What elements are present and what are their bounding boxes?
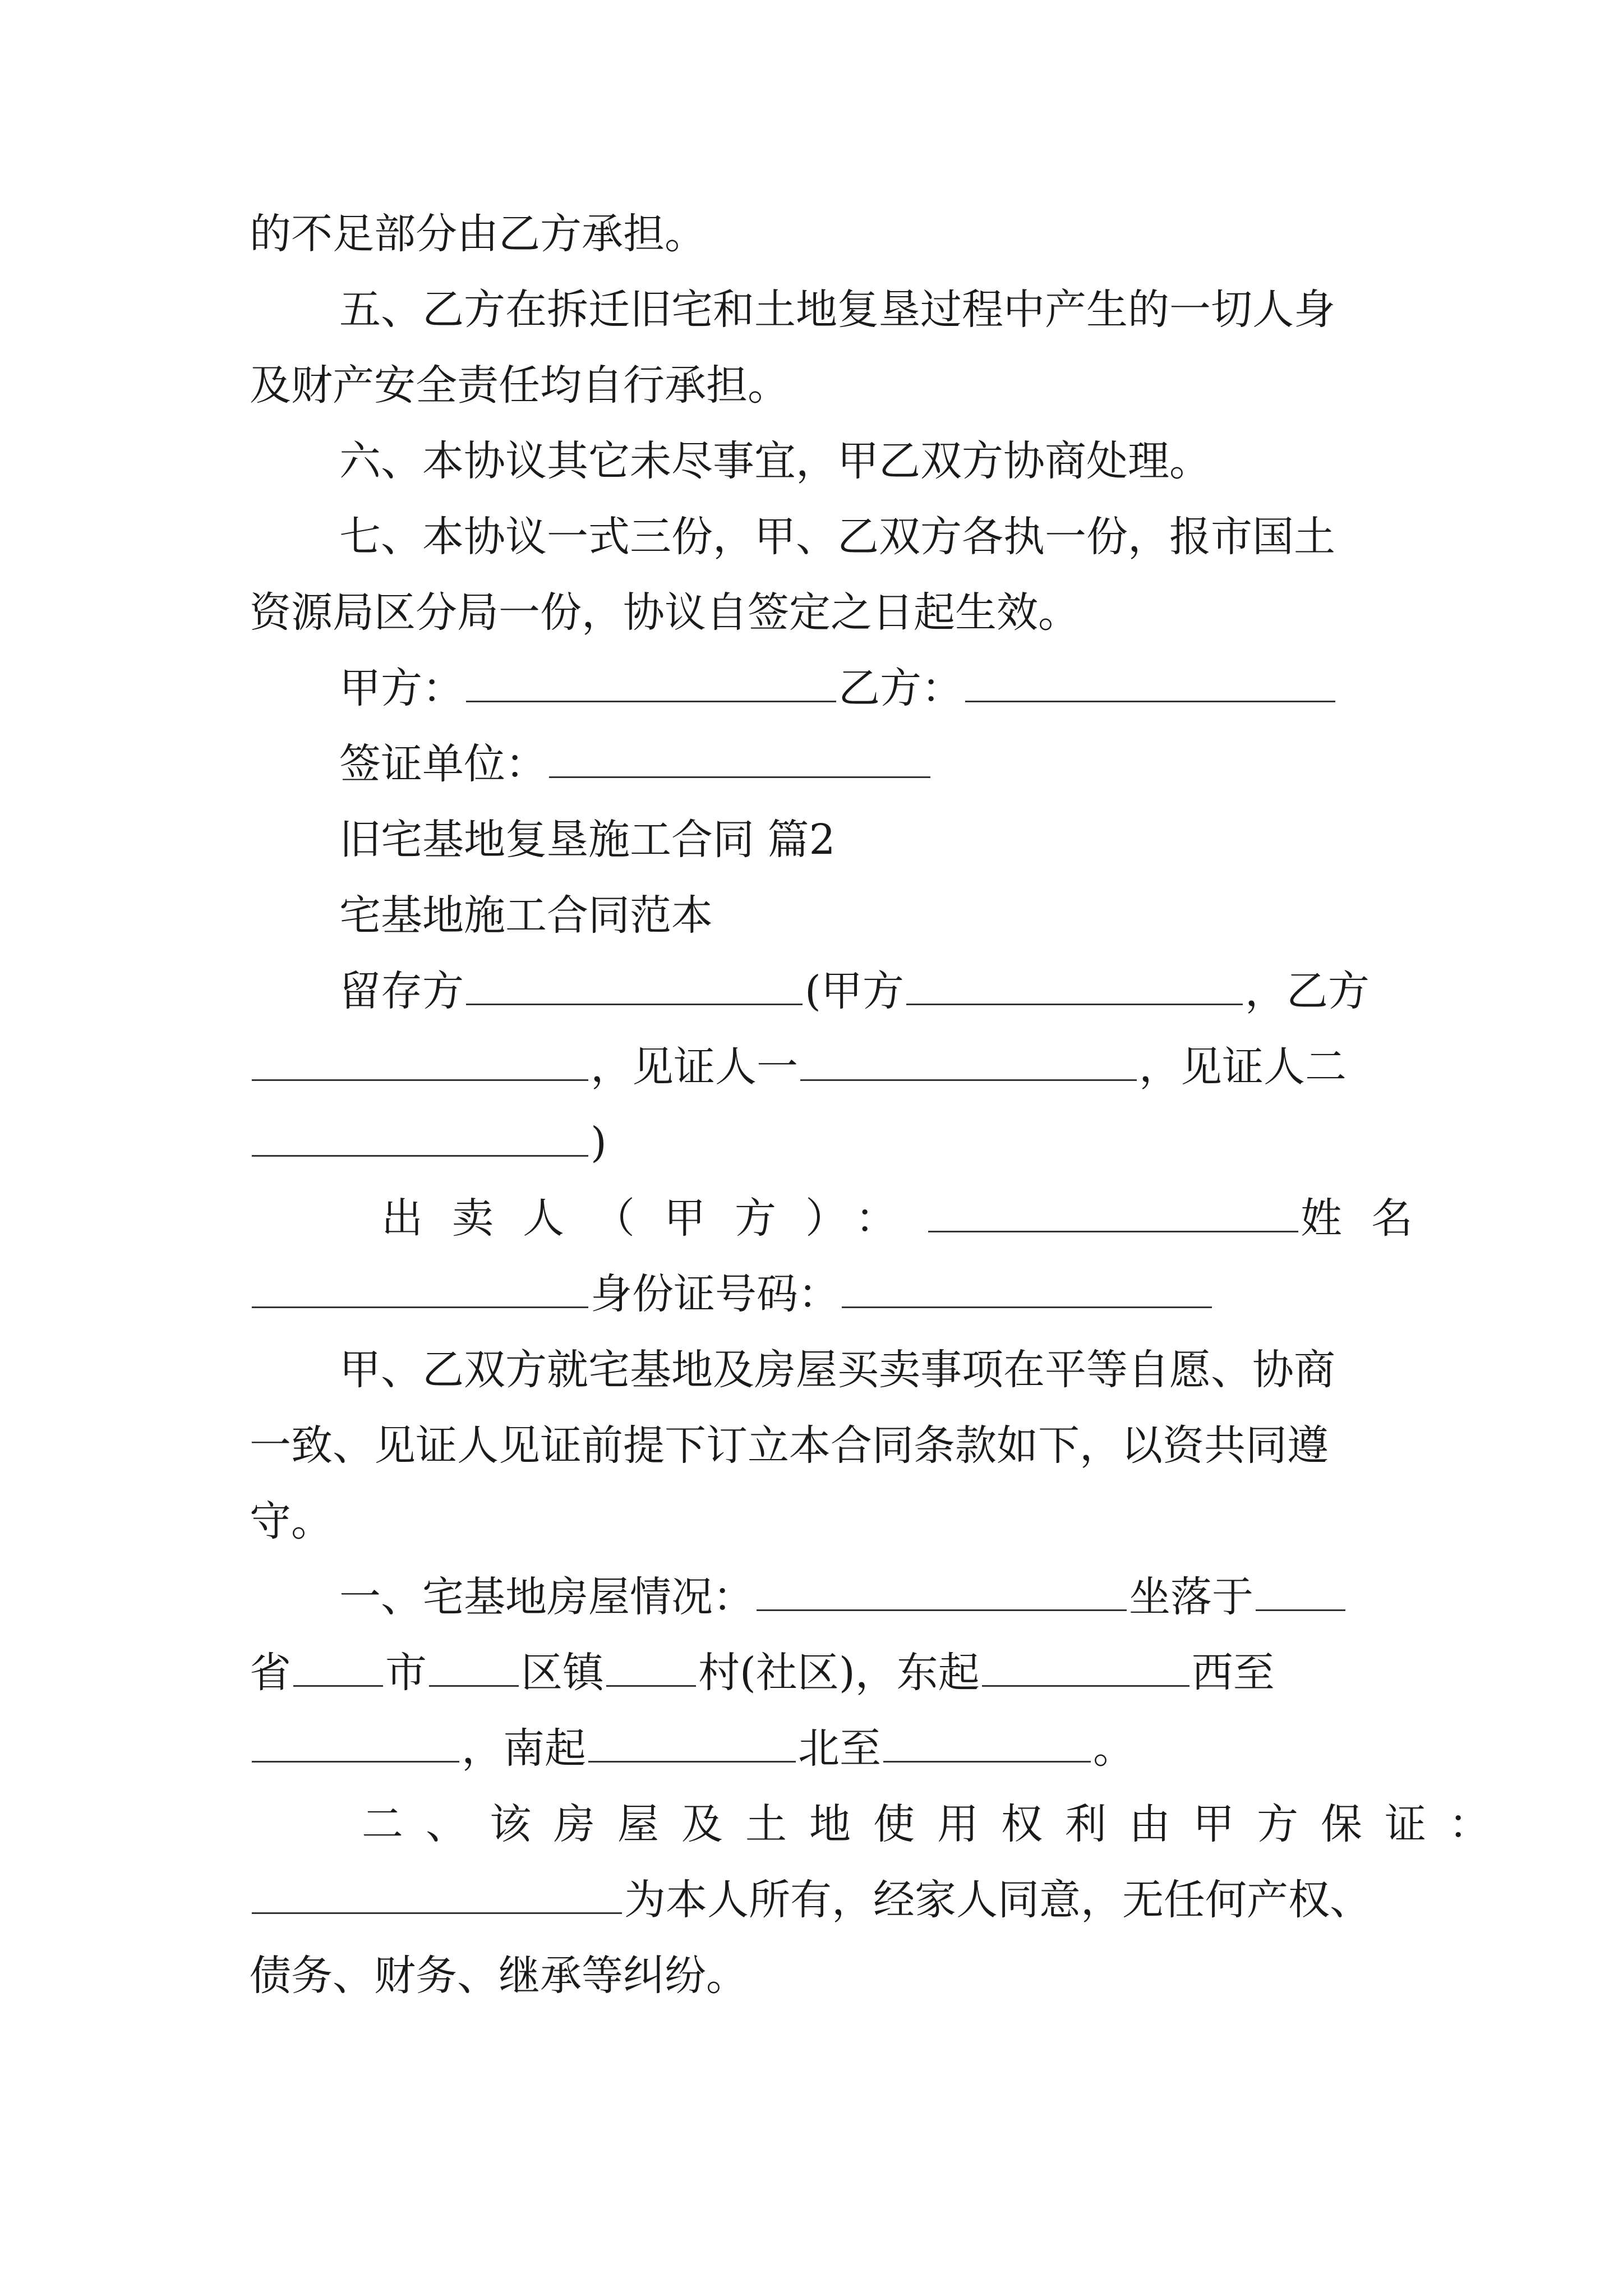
text: 市 [385,1649,427,1697]
witness-unit-blank[interactable] [549,744,930,778]
text: 西至 [1191,1649,1275,1697]
section-title [339,816,836,864]
paragraph-line [250,1497,333,1545]
party-b-blank[interactable] [965,668,1335,702]
paragraph-line [250,1119,607,1167]
paragraph-line [250,588,1080,637]
west-blank[interactable] [252,1728,459,1763]
south-blank[interactable] [588,1728,796,1763]
party-b-blank[interactable] [252,1047,588,1081]
witness-2-blank[interactable] [252,1122,588,1157]
province-blank[interactable] [293,1653,383,1687]
paragraph-line [250,1876,1371,1924]
text: (甲方 [805,967,904,1015]
text: 二、该房屋及土地使用权利由甲方保证： [362,1800,1513,1848]
text: 及财产安全责任均自行承担。 [250,361,789,409]
paragraph-line [339,513,1335,561]
retain-blank[interactable] [466,971,803,1005]
paragraph-line [250,1724,1135,1773]
text: 。 [1093,1724,1135,1773]
party-b-label: 乙方： [838,664,963,712]
paragraph-line [250,1421,1329,1470]
paragraph-line [339,967,1370,1015]
text: 坐落于 [1129,1573,1253,1621]
district-blank[interactable] [606,1653,696,1687]
text: ，南起 [462,1724,586,1773]
text: 留存方 [339,967,464,1015]
paragraph-line [362,1800,1513,1848]
text: 一、宅基地房屋情况： [339,1573,754,1621]
seller-blank[interactable] [928,1198,1298,1232]
text: 出卖人（甲方）： [381,1194,926,1243]
witness-1-blank[interactable] [800,1047,1137,1081]
paragraph-line [381,1194,1442,1243]
city-blank[interactable] [429,1653,519,1687]
east-blank[interactable] [982,1653,1189,1687]
text: 身份证号码： [591,1270,840,1318]
paragraph-line [250,210,706,258]
paragraph-line [339,1573,1348,1621]
text: 省 [250,1649,291,1697]
north-blank[interactable] [883,1728,1091,1763]
located-blank[interactable] [1256,1577,1345,1611]
text: ，见证人一 [591,1043,798,1091]
text: 北至 [798,1724,881,1773]
text: 的不足部分由乙方承担。 [250,210,706,258]
paragraph-line [250,1043,1347,1091]
text: 守。 [250,1497,333,1545]
text: ，乙方 [1244,967,1370,1015]
id-number-blank[interactable] [842,1274,1212,1308]
text: 五、乙方在拆迁旧宅和土地复垦过程中产生的一切人身 [339,286,1335,334]
name-blank[interactable] [252,1274,588,1308]
party-a-blank[interactable] [906,971,1243,1005]
text: 债务、财务、继承等纠纷。 [250,1952,748,2000]
paragraph-line [339,437,1211,485]
text: 区镇 [521,1649,604,1697]
owner-blank[interactable] [252,1880,622,1914]
text: 七、本协议一式三份，甲、乙双方各执一份，报市国土 [339,513,1335,561]
text: ，见证人二 [1139,1043,1347,1091]
subtitle-text: 宅基地施工合同范本 [339,891,713,940]
signature-line [339,664,1338,712]
text: 姓名 [1301,1194,1442,1243]
house-blank[interactable] [757,1577,1127,1611]
text: 甲、乙双方就宅基地及房屋买卖事项在平等自愿、协商 [339,1346,1335,1394]
party-a-blank[interactable] [466,668,836,702]
paragraph-line [339,286,1335,334]
text: 村(社区)，东起 [698,1649,980,1697]
text: ) [591,1119,607,1167]
witness-unit-label: 签证单位： [339,740,547,788]
section-title-text: 旧宅基地复垦施工合同 篇2 [339,816,836,864]
text: 六、本协议其它未尽事宜，甲乙双方协商处理。 [339,437,1211,485]
text: 资源局区分局一份，协议自签定之日起生效。 [250,588,1080,637]
paragraph-line [339,1346,1335,1394]
paragraph-line [250,1270,1214,1318]
party-a-label: 甲方： [339,664,464,712]
document-subtitle [339,891,713,940]
paragraph-line [250,361,789,409]
text: 为本人所有，经家人同意，无任何产权、 [624,1876,1371,1924]
signature-line [339,740,933,788]
paragraph-line [250,1649,1275,1697]
paragraph-line [250,1952,748,2000]
text: 一致、见证人见证前提下订立本合同条款如下，以资共同遵 [250,1421,1329,1470]
